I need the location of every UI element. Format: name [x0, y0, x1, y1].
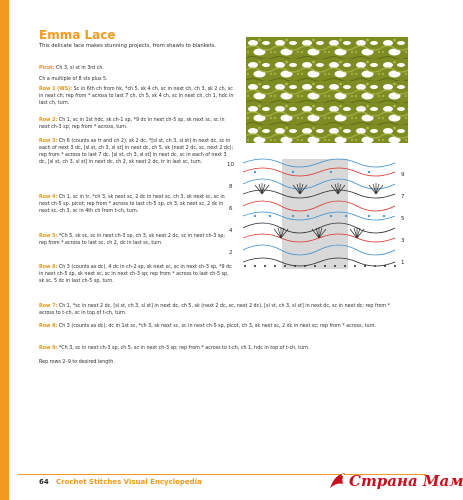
row-number-left: 4 [229, 228, 233, 234]
row-number-right: 5 [401, 216, 405, 222]
row-number-left: 10 [227, 162, 234, 168]
row-number-right: 1 [401, 260, 405, 266]
row-label: Row 9: [39, 346, 58, 351]
row-instruction [39, 324, 394, 331]
row-label: Row 8: [39, 324, 58, 329]
row-instruction [39, 87, 234, 108]
accent-sidebar [0, 0, 9, 500]
stitch-diagram [225, 158, 410, 270]
row-label: Row 6: [39, 265, 58, 270]
row-number-right: 7 [401, 194, 405, 200]
row-text: Ch 3, sl st in 3rd ch. [54, 66, 104, 71]
row-text: Ch 3 (counts as dc), 4 dc in ch-2 sp, sk next sc, sc in next ch-3 sp, *9 dc in next ch-5 sp, sk next sc, sc in next ch-3 sp; rep from * across to last ch-5 sp, sk sc, 5 dc in last ch-5 sp, turn. [39, 265, 232, 284]
row-text: Sc in 6th ch from hk, *ch 5, sk 4 ch, sc in next ch, ch 3, sk 2 ch, sc in next ch; rep from * across to last 7 ch, ch 5, sk 4 ch, sc in next ch, ch 1, hdc in last ch, turn. [39, 87, 234, 106]
row-instruction [39, 77, 234, 84]
page-number: 64 [39, 478, 49, 486]
site-watermark [327, 470, 463, 494]
swatch-photo [246, 37, 408, 143]
row-text: *Ch 3, sc in next ch-3 sp, ch 5, sc in next ch-3 sp; rep from * across to t-ch, ch 1, hdc in top of t-ch, turn. [57, 346, 310, 351]
row-instruction [39, 265, 234, 286]
row-number-right: 9 [401, 172, 405, 178]
row-label: Row 3: [39, 139, 58, 144]
row-instruction [39, 304, 394, 318]
row-instruction [39, 66, 234, 73]
row-instruction [39, 360, 394, 367]
row-text: Ch 6 (counts as tr and ch 2), sk 2 dc, *[sl st, ch 3, sl st] in next dc, sc in each of next 3 dc, [sl st, ch 3, sl st] in next dc, ch 5, sk (next 2 dc, sc, next 2 dc); rep from * across to last 7 dc, [sl st, ch 3, sl st] in next dc, sc in each of next 3 dc, [sl st, ch 3, sl st] in next dc, ch 2, sk next 2 dc, tr in last sc, turn. [39, 139, 234, 165]
row-instruction [39, 234, 234, 248]
stork-logo-icon [327, 470, 349, 492]
row-number-left: 6 [229, 206, 233, 212]
row-text: *Ch 5, sk sc, sc in next ch-3 sp, ch 3, sk next 2 dc, sc in next ch-3 sp; rep from * across to last sc, ch 2, dc in last sc, turn. [39, 234, 225, 246]
row-label: Row 2: [39, 118, 58, 123]
row-number-right: 3 [401, 238, 405, 244]
row-instruction [39, 118, 234, 132]
row-text: Ch 3 (counts as dc), dc in 1st sc, *ch 3, sk next sc, sc in next ch-5 sp, picot, ch 3, sk next sc, 2 dc in next sc; rep from * across, turn. [57, 324, 376, 329]
row-instruction [39, 139, 234, 167]
row-text: Ch 1, sc in tr, *ch 3, sk next sc, 2 dc in next sc, ch 3, sk next sc, sc in next ch-5 sp, picot; rep from * across to last ch-5 sp, ch 3, sk next sc, 2 dc in next sc, ch 3, sc in 4th ch from t-ch, turn. [39, 195, 225, 214]
row-text: Ch 1, *sc in next 2 dc, [sl st, ch 3, sl st] in next dc, ch 5, sk (next 2 dc, sc, next 2 dc), [sl st, ch 3, sl st] in next dc, sc in next dc; rep from * across to t-ch, sc in top of t-ch, turn. [39, 304, 391, 316]
row-number-left: 8 [229, 184, 233, 190]
row-number-left: 2 [229, 250, 233, 256]
row-text: Ch 1, sc in 1st hdc, sk ch-1 sp, *9 dc in next ch-5 sp, sk next sc, sc in next ch-3 sp; rep from * across, turn. [39, 118, 225, 130]
row-label: Row 7: [39, 304, 58, 309]
row-text: Rep rows 2–9 to desired length. [39, 360, 115, 365]
running-title: Crochet Stitches Visual Encyclopedia [56, 478, 202, 486]
row-instruction [39, 195, 234, 216]
row-text: Ch a multiple of 8 sts plus 5. [39, 77, 108, 82]
pattern-title: Emma Lace [39, 28, 116, 42]
row-label: Row 4: [39, 195, 58, 200]
row-instruction [39, 346, 394, 353]
row-label: Picot: [39, 66, 55, 71]
pattern-intro: This delicate lace makes stunning projects, from shawls to blankets. [39, 43, 217, 49]
row-label: Row 1 (WS): [39, 87, 73, 92]
row-label: Row 5: [39, 234, 58, 239]
watermark-text: Страна Мам [349, 472, 463, 490]
